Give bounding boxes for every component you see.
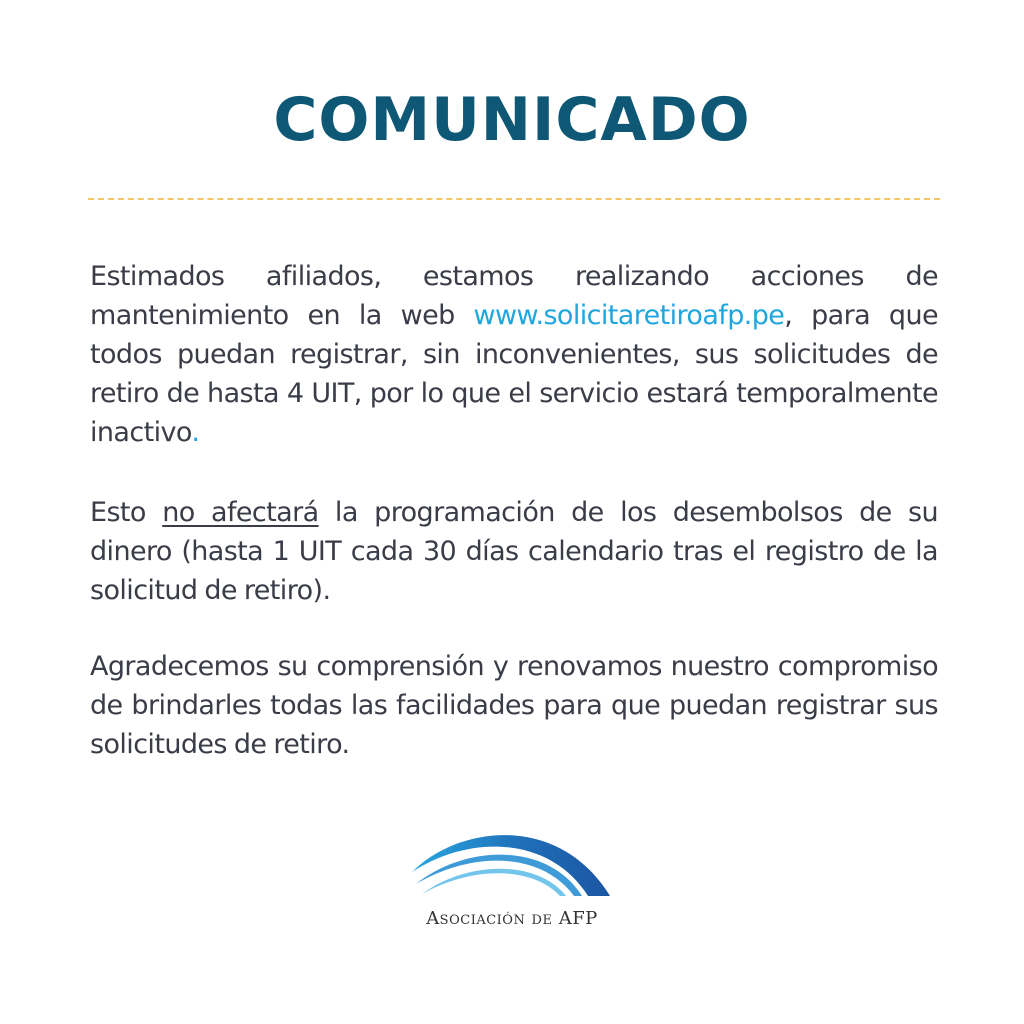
dashed-divider [88,198,940,200]
website-link[interactable]: www.solicitaretiroafp.pe [473,300,785,331]
paragraph-thanks: Agradecemos su comprensión y renovamos nuestro compromiso de brindarles todas las facilidades para que puedan registrar sus solicitudes de retiro. [90,651,938,760]
page-title: COMUNICADO [273,85,751,155]
paragraph-1-rest: , para que todos puedan registrar, sin inconvenientes, sus solicitudes de retiro de hasta 4 UIT, por lo que el servicio estará temporalmente inactivo [90,300,938,448]
paragraph-1-intro: Estimados afiliados, estamos realizando acciones de mantenimiento en la web [90,261,938,331]
paragraph-2-rest: la programación de los desembolsos de su dinero (hasta 1 UIT cada 30 días calendario tras el registro de la solicitud de retiro). [90,497,938,606]
paragraph-disbursement-notice [90,493,938,610]
paragraph-maintenance-notice [90,257,938,452]
arc-logo-icon [410,820,614,898]
paragraph-2-emphasis: no afectará [162,497,319,528]
association-logo [404,820,620,940]
paragraph-2-start: Esto [90,497,163,528]
paragraph-1-end-mark: . [191,417,200,448]
logo-text: Asociación de AFP [426,908,598,929]
